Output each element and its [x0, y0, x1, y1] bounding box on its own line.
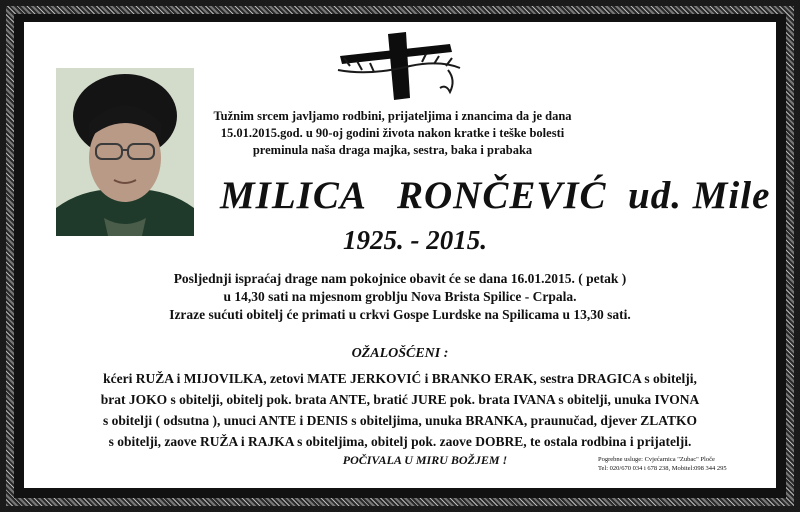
intro-line: preminula naša draga majka, sestra, baka i prabaka: [252, 143, 533, 157]
intro-line: Tužnim srcem javljamo rodbini, prijateljima i znancima da je dana: [213, 109, 572, 123]
mourners-title: OŽALOŠĆENI :: [351, 346, 449, 361]
funeral-line: Izraze sućuti obitelj će primati u crkvi Gospe Lurdske na Spilicama u 13,30 sati.: [169, 307, 631, 322]
intro-line: 15.01.2015.god. u 90-oj godini života nakon kratke i teške bolesti: [220, 126, 565, 140]
cross-icon: [330, 30, 470, 105]
mourners-line: s obitelji, zaove RUŽA i RAJKA s obiteljima, obitelj pok. zaove DOBRE, te ostala rodbina i prijatelji.: [108, 434, 692, 449]
portrait-photo: [56, 68, 194, 236]
funeral-service-credit: Pogrebne usluge: Cvjećarnica "Zubac" Ploče: [598, 456, 715, 463]
funeral-line: Posljednji ispraćaj drage nam pokojnice obavit će se dana 16.01.2015. ( petak ): [173, 271, 627, 286]
funeral-service-contact: Tel: 020/670 034 i 678 238, Mobitel:098 344 295: [598, 465, 727, 472]
funeral-line: u 14,30 sati na mjesnom groblju Nova Brista Spilice - Crpala.: [223, 289, 577, 304]
mourners-line: brat JOKO s obitelji, obitelj pok. brata ANTE, bratić JURE pok. brata IVANA s obitelji, unuka IVONA: [100, 392, 700, 407]
mourners-line: kćeri RUŽA i MIJOVILKA, zetovi MATE JERKOVIĆ i BRANKO ERAK, sestra DRAGICA s obitelji,: [103, 371, 697, 386]
deceased-name: MILICA RONČEVIĆ ud. Mile: [220, 174, 771, 217]
mourners-line: s obitelji ( odsutna ), unuci ANTE i DENIS s obiteljima, unuka BRANKA, praunučad, djever ZLATKO: [103, 413, 697, 428]
life-years: 1925. - 2015.: [343, 225, 487, 255]
closing-line: POČIVALA U MIRU BOŽJEM !: [342, 453, 508, 467]
